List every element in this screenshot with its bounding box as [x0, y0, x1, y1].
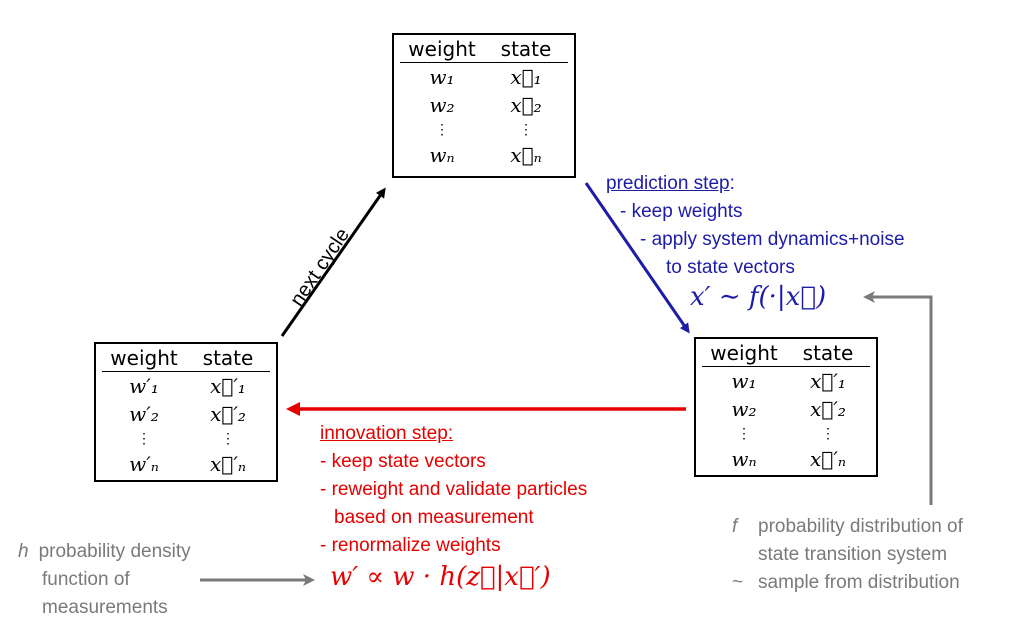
state-cell: x⃗′ₙ	[210, 452, 246, 476]
state-cell: x⃗₁	[510, 65, 542, 89]
state-cell: ⋮	[821, 426, 835, 442]
f-note-line-2: state transition system	[758, 544, 948, 565]
next-cycle-label: next cycle	[286, 224, 354, 311]
state-cell: x⃗ₙ	[510, 143, 542, 167]
weight-cell: w₁	[731, 369, 757, 393]
state-cell: ⋮	[221, 431, 235, 447]
weight-cell: w₂	[731, 397, 757, 421]
weight-cell: w′₁	[129, 374, 159, 398]
table-row	[102, 372, 270, 400]
prediction-line-3: to state vectors	[666, 257, 795, 278]
table-header	[400, 35, 568, 63]
innovation-step-block	[320, 420, 587, 560]
weight-cell: w₂	[429, 93, 455, 117]
weight-cell: w′₂	[129, 402, 159, 426]
state-cell: x⃗′₁	[210, 374, 246, 398]
h-note-line-1: probability density	[38, 541, 191, 562]
state-cell: x⃗′₁	[810, 369, 846, 393]
tilde-symbol: ~	[732, 572, 744, 593]
particle-table-left	[94, 342, 278, 482]
prediction-line-1: - keep weights	[620, 201, 743, 222]
innovation-step-title: innovation step:	[320, 423, 454, 444]
table-header	[102, 344, 270, 372]
table-row	[102, 450, 270, 478]
table-row	[702, 395, 870, 423]
table-row	[400, 141, 568, 169]
table-row-ellipsis	[102, 428, 270, 450]
prediction-line-2: - apply system dynamics+noise	[640, 229, 905, 250]
innovation-line-2: - reweight and validate particles	[320, 479, 588, 500]
h-symbol: h	[18, 541, 29, 562]
h-note-line-2: function of	[42, 569, 130, 590]
weight-column-header: weight	[710, 341, 778, 365]
table-row	[702, 445, 870, 473]
innovation-line-3: based on measurement	[334, 507, 534, 528]
prediction-step-block	[606, 170, 905, 282]
f-symbol: f	[732, 516, 738, 537]
innovation-line-1: - keep state vectors	[320, 451, 486, 472]
state-cell: x⃗′ₙ	[810, 447, 846, 471]
prediction-step-colon: :	[729, 173, 735, 194]
innovation-line-4: - renormalize weights	[320, 535, 501, 556]
state-cell: x⃗′₂	[210, 402, 246, 426]
prediction-formula: x′ ∼ f(·|x⃗)	[690, 282, 827, 312]
weight-cell: w₁	[429, 65, 455, 89]
state-column-header: state	[202, 346, 254, 370]
weight-cell: ⋮	[435, 122, 449, 138]
prediction-step-title: prediction step	[606, 173, 730, 194]
weight-column-header: weight	[110, 346, 178, 370]
table-row	[400, 63, 568, 91]
state-column-header: state	[500, 37, 552, 61]
state-cell: ⋮	[519, 122, 533, 138]
table-row	[102, 400, 270, 428]
table-row	[400, 91, 568, 119]
f-note-line-3: sample from distribution	[758, 572, 960, 593]
table-row	[702, 367, 870, 395]
weight-cell: ⋮	[137, 431, 151, 447]
weight-cell: wₙ	[731, 447, 757, 471]
weight-cell: ⋮	[737, 426, 751, 442]
state-cell: x⃗₂	[510, 93, 542, 117]
table-header	[702, 339, 870, 367]
state-cell: x⃗′₂	[810, 397, 846, 421]
state-column-header: state	[802, 341, 854, 365]
h-note-line-3: measurements	[42, 597, 168, 618]
h-note	[18, 538, 191, 622]
table-row-ellipsis	[702, 423, 870, 445]
weight-cell: wₙ	[429, 143, 455, 167]
particle-table-top	[392, 33, 576, 178]
weight-cell: w′ₙ	[129, 452, 159, 476]
weight-column-header: weight	[408, 37, 476, 61]
innovation-formula: w′ ∝ w · h(z⃗|x⃗′)	[330, 562, 551, 592]
particle-table-right	[694, 337, 878, 477]
f-note	[732, 513, 963, 597]
f-note-line-1: probability distribution of	[758, 516, 963, 537]
table-row-ellipsis	[400, 119, 568, 141]
